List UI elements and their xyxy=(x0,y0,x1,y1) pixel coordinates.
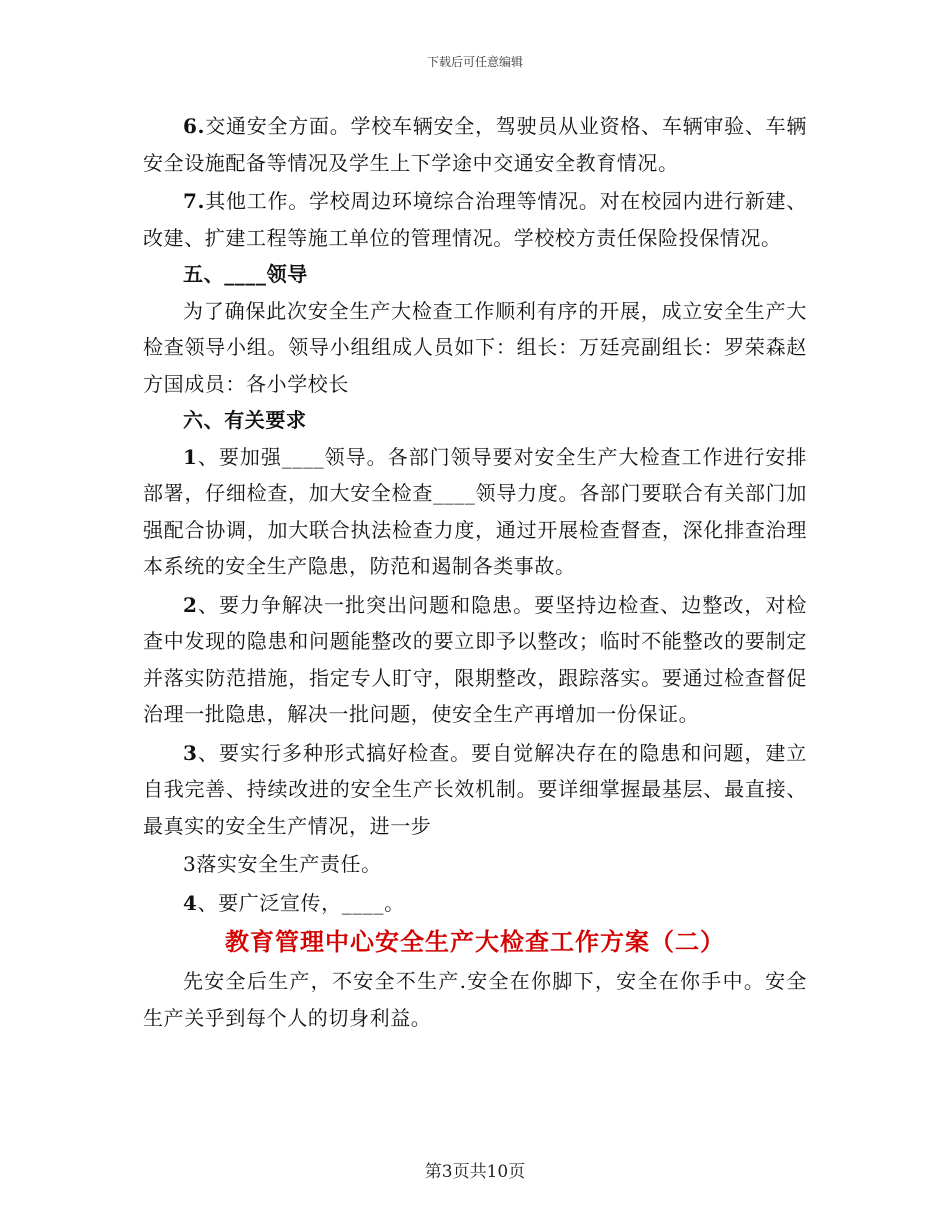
section-6-heading: 六、有关要求 xyxy=(183,408,307,432)
item-text: 交通安全方面。学校车辆安全，驾驶员从业资格、车辆审验、车辆安全设施配备等情况及学生上下学途中交通安全教育情况。 xyxy=(143,114,807,175)
requirement-1 xyxy=(143,439,807,585)
item-number: 4 xyxy=(183,890,198,915)
item-number: 2 xyxy=(183,592,198,617)
header-note: 下载后可任意编辑 xyxy=(426,55,523,69)
item-number: 6. xyxy=(183,114,206,138)
item-number: 7. xyxy=(183,189,206,213)
section-5-body: 为了确保此次安全生产大检查工作顺利有序的开展，成立安全生产大检查领导小组。领导小组组成人员如下：组长：万廷亮副组长：罗荣森赵方国成员：各小学校长 xyxy=(143,298,807,396)
requirement-2 xyxy=(143,587,807,733)
requirement-3 xyxy=(143,735,807,845)
item-7 xyxy=(143,183,807,256)
requirement-3-continued: 3落实安全生产责任。 xyxy=(183,852,382,876)
page-footer: 第3页共10页 xyxy=(424,1162,526,1182)
item-text: 、要实行多种形式搞好检查。要自觉解决存在的隐患和问题，建立自我完善、持续改进的安全生产长效机制。要详细掌握最基层、最直接、最真实的安全生产情况，进一步 xyxy=(143,740,807,838)
item-number: 3 xyxy=(183,740,198,765)
section-5-heading: 五、____领导 xyxy=(183,262,308,286)
document-body xyxy=(143,108,807,1036)
item-text: 、要加强____领导。各部门领导要对安全生产大检查工作进行安排部署，仔细检查，加大安全检查____领导力度。各部门要联合有关部门加强配合协调，加大联合执法检查力度，通过开展检查督查，深化排查治理本系统的安全生产隐患，防范和遏制各类事故。 xyxy=(143,444,807,578)
item-6 xyxy=(143,108,807,181)
requirement-4 xyxy=(143,885,807,922)
intro-paragraph: 先安全后生产，不安全不生产.安全在你脚下，安全在你手中。安全生产关乎到每个人的切身利益。 xyxy=(143,969,807,1030)
item-text: 、要广泛宣传，____。 xyxy=(197,890,405,915)
document-title: 教育管理中心安全生产大检查工作方案（二） xyxy=(225,927,725,956)
item-number: 1 xyxy=(183,444,198,469)
item-text: 其他工作。学校周边环境综合治理等情况。对在校园内进行新建、改建、扩建工程等施工单位的管理情况。学校校方责任保险投保情况。 xyxy=(143,189,807,250)
item-text: 、要力争解决一批突出问题和隐患。要坚持边检查、边整改，对检查中发现的隐患和问题能整改的要立即予以整改；临时不能整改的要制定并落实防范措施，指定专人盯守，限期整改，跟踪落实。要通过检查督促治理一批隐患，解决一批问题，使安全生产再增加一份保证。 xyxy=(143,592,807,726)
